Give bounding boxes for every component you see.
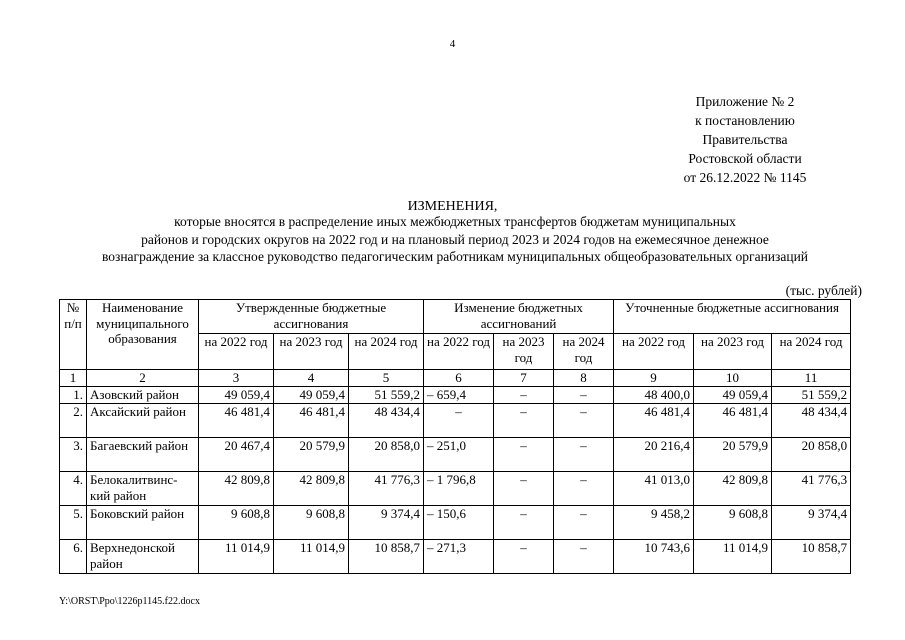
document-subtitle (40, 213, 870, 266)
row-number: 3. (60, 438, 87, 472)
file-path-footer: Y:\ORST\Ppo\1226p1145.f22.docx (59, 596, 200, 607)
approved-2023: 42 809,8 (274, 472, 349, 506)
header-approved: Утвержденные бюджетные ассигнования (199, 300, 424, 334)
column-number: 10 (694, 370, 772, 387)
column-number: 7 (494, 370, 554, 387)
appendix-line: Правительства (702, 132, 788, 147)
approved-2023: 9 608,8 (274, 506, 349, 540)
approved-2022: 42 809,8 (199, 472, 274, 506)
refined-2024: 20 858,0 (772, 438, 851, 472)
municipality-name: Боковский район (87, 506, 199, 540)
header-year-2023: на 2023 год (274, 334, 349, 370)
approved-2024: 9 374,4 (349, 506, 424, 540)
municipality-name: Белокалитвинс-кий район (87, 472, 199, 506)
change-2024: – (554, 387, 614, 404)
change-2024: – (554, 472, 614, 506)
refined-2024: 51 559,2 (772, 387, 851, 404)
refined-2022: 10 743,6 (614, 540, 694, 574)
approved-2023: 49 059,4 (274, 387, 349, 404)
document-title: ИЗМЕНЕНИЯ, (407, 199, 498, 214)
table-row (60, 506, 851, 540)
change-2022: – 1 796,8 (424, 472, 494, 506)
subtitle-line: районов и городских округов на 2022 год и на плановый период 2023 и 2024 годов на ежемесячное денежное (141, 231, 769, 247)
column-number: 4 (274, 370, 349, 387)
column-number: 3 (199, 370, 274, 387)
change-2022: – 251,0 (424, 438, 494, 472)
change-2023: – (494, 506, 554, 540)
row-number: 2. (60, 404, 87, 438)
column-number: 8 (554, 370, 614, 387)
change-2023: – (494, 438, 554, 472)
table-row (60, 438, 851, 472)
approved-2022: 20 467,4 (199, 438, 274, 472)
appendix-line: Ростовской области (688, 151, 802, 166)
approved-2024: 48 434,4 (349, 404, 424, 438)
appendix-line: от 26.12.2022 № 1145 (683, 170, 807, 185)
table-header-row (60, 300, 851, 334)
table-row (60, 540, 851, 574)
column-number: 5 (349, 370, 424, 387)
approved-2024: 20 858,0 (349, 438, 424, 472)
header-year-2023: на 2023 год (494, 334, 554, 370)
refined-2024: 10 858,7 (772, 540, 851, 574)
change-2022: – 150,6 (424, 506, 494, 540)
header-year-2023: на 2023 год (694, 334, 772, 370)
refined-2024: 48 434,4 (772, 404, 851, 438)
approved-2023: 20 579,9 (274, 438, 349, 472)
column-number: 1 (60, 370, 87, 387)
municipality-name: Азовский район (87, 387, 199, 404)
change-2023: – (494, 404, 554, 438)
table-row (60, 404, 851, 438)
row-number: 1. (60, 387, 87, 404)
column-number: 6 (424, 370, 494, 387)
change-2022: – 271,3 (424, 540, 494, 574)
refined-2022: 48 400,0 (614, 387, 694, 404)
table-row (60, 472, 851, 506)
budget-table (59, 299, 851, 574)
header-num: № п/п (60, 300, 87, 370)
header-year-2022: на 2022 год (614, 334, 694, 370)
approved-2022: 46 481,4 (199, 404, 274, 438)
approved-2023: 46 481,4 (274, 404, 349, 438)
header-year-2022: на 2022 год (199, 334, 274, 370)
table-row (60, 387, 851, 404)
municipality-name: Багаевский район (87, 438, 199, 472)
header-year-2022: на 2022 год (424, 334, 494, 370)
refined-2023: 42 809,8 (694, 472, 772, 506)
column-number-row (60, 370, 851, 387)
change-2024: – (554, 438, 614, 472)
appendix-line: к постановлению (695, 113, 795, 128)
column-number: 11 (772, 370, 851, 387)
header-change: Изменение бюджетных ассигнований (424, 300, 614, 334)
header-refined: Уточненные бюджетные ассигнования (614, 300, 851, 334)
change-2024: – (554, 540, 614, 574)
column-number: 9 (614, 370, 694, 387)
approved-2023: 11 014,9 (274, 540, 349, 574)
header-year-2024: на 2024 год (554, 334, 614, 370)
change-2023: – (494, 472, 554, 506)
approved-2024: 41 776,3 (349, 472, 424, 506)
approved-2022: 9 608,8 (199, 506, 274, 540)
change-2023: – (494, 540, 554, 574)
change-2023: – (494, 387, 554, 404)
refined-2023: 49 059,4 (694, 387, 772, 404)
units-label: (тыс. рублей) (785, 283, 862, 298)
row-number: 5. (60, 506, 87, 540)
approved-2024: 10 858,7 (349, 540, 424, 574)
change-2024: – (554, 404, 614, 438)
appendix-block (640, 92, 850, 187)
page-number: 4 (449, 38, 456, 50)
refined-2024: 9 374,4 (772, 506, 851, 540)
refined-2023: 9 608,8 (694, 506, 772, 540)
row-number: 6. (60, 540, 87, 574)
municipality-name: Верхнедонской район (87, 540, 199, 574)
approved-2024: 51 559,2 (349, 387, 424, 404)
row-number: 4. (60, 472, 87, 506)
approved-2022: 11 014,9 (199, 540, 274, 574)
refined-2023: 46 481,4 (694, 404, 772, 438)
approved-2022: 49 059,4 (199, 387, 274, 404)
header-year-2024: на 2024 год (772, 334, 851, 370)
refined-2023: 20 579,9 (694, 438, 772, 472)
change-2022: – (424, 404, 494, 438)
municipality-name: Аксайский район (87, 404, 199, 438)
appendix-line: Приложение № 2 (695, 94, 795, 109)
change-2024: – (554, 506, 614, 540)
column-number: 2 (87, 370, 199, 387)
refined-2022: 20 216,4 (614, 438, 694, 472)
refined-2023: 11 014,9 (694, 540, 772, 574)
header-name: Наименование муниципального образования (87, 300, 199, 370)
refined-2022: 41 013,0 (614, 472, 694, 506)
refined-2024: 41 776,3 (772, 472, 851, 506)
refined-2022: 46 481,4 (614, 404, 694, 438)
change-2022: – 659,4 (424, 387, 494, 404)
header-year-2024: на 2024 год (349, 334, 424, 370)
refined-2022: 9 458,2 (614, 506, 694, 540)
subtitle-line: которые вносятся в распределение иных межбюджетных трансфертов бюджетам муниципальных (174, 214, 736, 229)
subtitle-line: вознаграждение за классное руководство педагогическим работникам муниципальных общеобразовательных организаций (101, 249, 809, 264)
